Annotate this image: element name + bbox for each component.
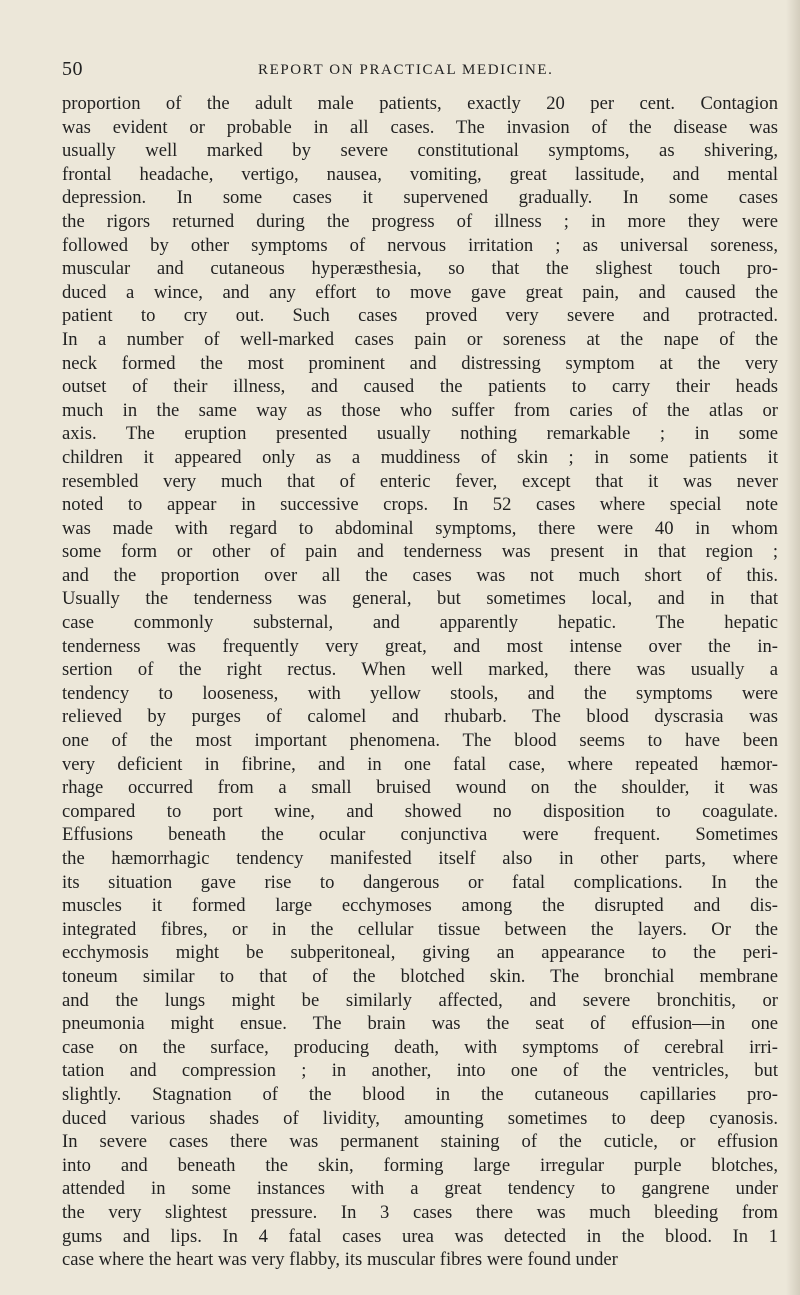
text-line: In severe cases there was permanent staining of the cuticle, or effusion [62, 1131, 778, 1153]
text-line: children it appeared only as a muddiness of skin ; in some patients it [62, 446, 778, 468]
text-line: attended in some instances with a great tendency to gangrene under [62, 1178, 778, 1200]
text-line: toneum similar to that of the blotched skin. The bronchial membrane [62, 965, 778, 987]
text-line: duced various shades of lividity, amounting sometimes to deep cyanosis. [62, 1107, 778, 1129]
text-line: the very slightest pressure. In 3 cases there was much bleeding from [62, 1201, 778, 1223]
text-line: case where the heart was very flabby, its muscular fibres were found under [62, 1249, 618, 1271]
text-line: relieved by purges of calomel and rhubarb. The blood dyscrasia was [62, 706, 778, 728]
text-line: resembled very much that of enteric fever, except that it was never [62, 470, 778, 492]
text-line: was made with regard to abdominal symptoms, there were 40 in whom [62, 517, 778, 539]
text-line: into and beneath the skin, forming large irregular purple blotches, [62, 1154, 778, 1176]
text-line: pneumonia might ensue. The brain was the seat of effusion—in one [62, 1013, 778, 1035]
text-line: neck formed the most prominent and distressing symptom at the very [62, 352, 778, 374]
text-line: and the proportion over all the cases was not much short of this. [62, 564, 778, 586]
text-line: and the lungs might be similarly affected, and severe bronchitis, or [62, 989, 778, 1011]
text-line: integrated fibres, or in the cellular tissue between the layers. Or the [62, 918, 778, 940]
text-line: rhage occurred from a small bruised wound on the shoulder, it was [62, 777, 778, 799]
text-line: axis. The eruption presented usually nothing remarkable ; in some [62, 423, 778, 445]
running-head [0, 58, 800, 84]
text-line: noted to appear in successive crops. In 52 cases where special note [62, 494, 778, 516]
text-line: ecchymosis might be subperitoneal, giving an appearance to the peri- [62, 942, 778, 964]
text-line: Usually the tenderness was general, but sometimes local, and in that [62, 588, 778, 610]
text-line: one of the most important phenomena. The blood seems to have been [62, 730, 778, 752]
text-line: duced a wince, and any effort to move gave great pain, and caused the [62, 281, 778, 303]
text-line: Effusions beneath the ocular conjunctiva were frequent. Sometimes [62, 824, 778, 846]
text-line: the hæmorrhagic tendency manifested itself also in other parts, where [62, 848, 778, 869]
page-edge-shadow [786, 0, 800, 1295]
page-number: 50 [62, 58, 83, 80]
text-line: tation and compression ; in another, into one of the ventricles, but [62, 1060, 778, 1082]
text-line: very deficient in fibrine, and in one fatal case, where repeated hæmor- [62, 753, 778, 775]
text-line: sertion of the right rectus. When well marked, there was usually a [62, 659, 778, 681]
text-line: patient to cry out. Such cases proved very severe and protracted. [62, 305, 778, 327]
text-line: much in the same way as those who suffer from caries of the atlas or [62, 399, 778, 421]
text-line: tendency to looseness, with yellow stools, and the symptoms were [62, 682, 778, 704]
text-line: slightly. Stagnation of the blood in the cutaneous capillaries pro- [62, 1083, 778, 1105]
running-title: REPORT ON PRACTICAL MEDICINE. [258, 62, 554, 78]
text-line: the rigors returned during the progress of illness ; in more they were [62, 210, 778, 232]
text-line: muscular and cutaneous hyperæsthesia, so that the slighest touch pro- [62, 258, 778, 280]
text-line: was evident or probable in all cases. The invasion of the disease was [62, 116, 778, 138]
text-line: tenderness was frequently very great, and most intense over the in- [62, 635, 778, 657]
body-text [62, 92, 778, 1272]
text-line: In a number of well-marked cases pain or soreness at the nape of the [62, 328, 778, 350]
text-line: case on the surface, producing death, with symptoms of cerebral irri- [62, 1036, 778, 1058]
text-line: followed by other symptoms of nervous irritation ; as universal soreness, [62, 234, 778, 256]
text-line: gums and lips. In 4 fatal cases urea was detected in the blood. In 1 [62, 1225, 778, 1247]
text-line: frontal headache, vertigo, nausea, vomiting, great lassitude, and mental [62, 163, 778, 185]
text-line: depression. In some cases it supervened gradually. In some cases [62, 187, 778, 209]
text-line: proportion of the adult male patients, exactly 20 per cent. Contagion [62, 93, 778, 114]
text-line: its situation gave rise to dangerous or fatal complications. In the [62, 871, 778, 893]
text-line: compared to port wine, and showed no disposition to coagulate. [62, 800, 778, 822]
text-line: some form or other of pain and tenderness was present in that region ; [62, 541, 778, 563]
text-line: outset of their illness, and caused the patients to carry their heads [62, 376, 778, 398]
text-line: case commonly substernal, and apparently hepatic. The hepatic [62, 612, 778, 634]
text-line: muscles it formed large ecchymoses among the disrupted and dis- [62, 895, 778, 917]
text-line: usually well marked by severe constitutional symptoms, as shivering, [62, 140, 778, 162]
